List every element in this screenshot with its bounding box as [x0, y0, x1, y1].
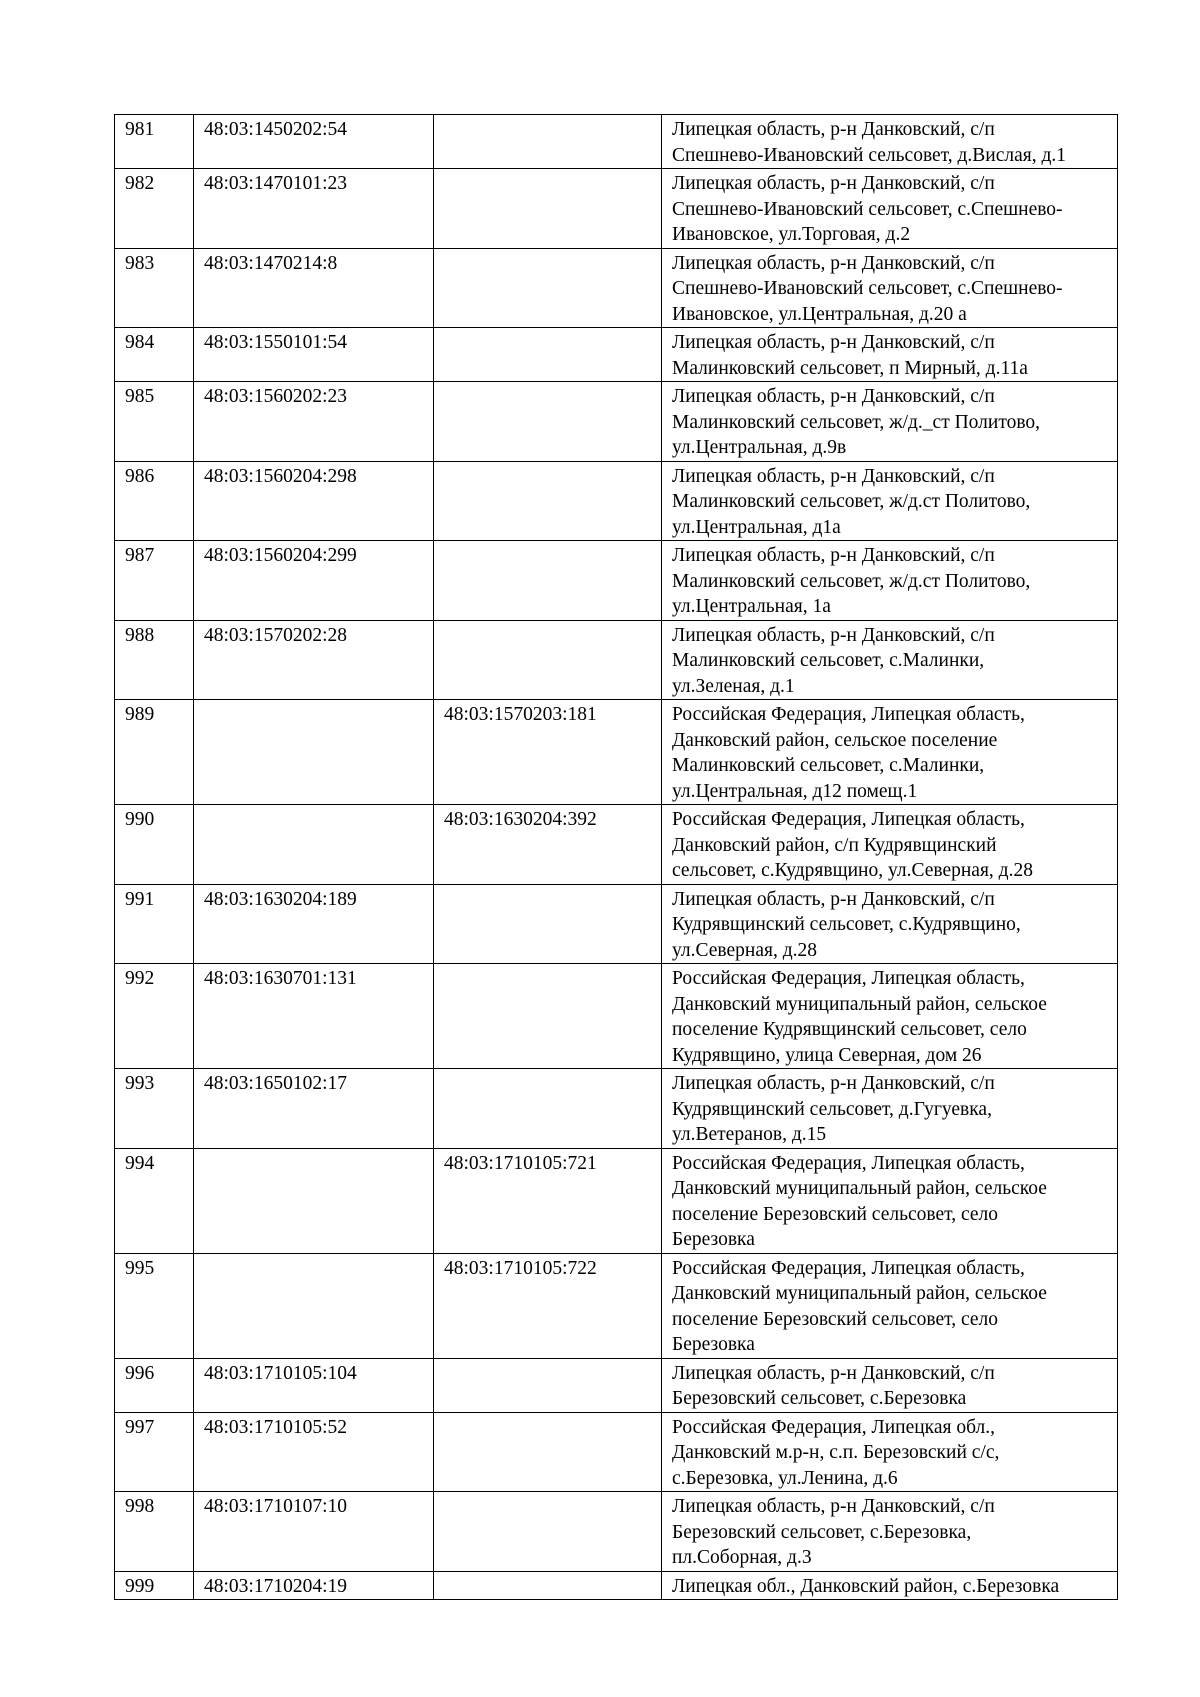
address-cell	[662, 1412, 1118, 1492]
address-line: Российская Федерация, Липецкая область,	[672, 809, 1025, 830]
object-cadastral-number-cell	[434, 620, 662, 700]
table-row	[115, 1069, 1118, 1149]
address-line: поселение Березовский сельсовет, село	[672, 1308, 998, 1330]
address-line: Данковский муниципальный район, сельское	[672, 1178, 1047, 1199]
object-cadastral-number-cell	[434, 541, 662, 621]
object-cadastral-number-cell	[434, 964, 662, 1069]
table-row	[115, 169, 1118, 249]
address-line: Березовка	[672, 1229, 755, 1250]
cadastral-number-cell	[194, 1253, 434, 1358]
address-line: ул.Зеленая, д.1	[672, 675, 795, 697]
address-line: Липецкая область, р-н Данковский, с/п	[672, 1496, 995, 1517]
address-cell	[662, 382, 1118, 462]
object-cadastral-number-cell	[434, 328, 662, 382]
cadastral-number-cell: 48:03:1470101:23	[194, 169, 434, 249]
table-row	[115, 700, 1118, 805]
address-line: Российская Федерация, Липецкая обл.,	[672, 1416, 996, 1438]
address-line: Малинковский сельсовет, ж/д.ст Политово,	[672, 570, 1031, 592]
address-cell	[662, 700, 1118, 805]
object-cadastral-number-cell	[434, 169, 662, 249]
cadastral-number-cell: 48:03:1710204:19	[194, 1571, 434, 1600]
address-line: Российская Федерация, Липецкая область,	[672, 1257, 1025, 1279]
object-cadastral-number-cell	[434, 115, 662, 169]
object-cadastral-number-cell	[434, 1412, 662, 1492]
table-row	[115, 461, 1118, 541]
address-line: поселение Кудрявщинский сельсовет, село	[672, 1019, 1027, 1040]
row-number-cell: 990	[115, 805, 194, 885]
address-line: Малинковский сельсовет, п Мирный, д.11а	[672, 357, 1028, 379]
address-line: Кудрявщино, улица Северная, дом 26	[672, 1044, 982, 1066]
row-number-cell: 999	[115, 1571, 194, 1600]
object-cadastral-number-cell: 48:03:1630204:392	[434, 805, 662, 885]
address-cell	[662, 964, 1118, 1069]
cadastral-number-cell: 48:03:1630204:189	[194, 884, 434, 964]
address-line: Данковский муниципальный район, сельское	[672, 993, 1047, 1015]
address-cell	[662, 1571, 1118, 1600]
address-line: Березовский сельсовет, с.Березовка,	[672, 1521, 972, 1543]
cadastral-number-cell: 48:03:1450202:54	[194, 115, 434, 169]
cadastral-number-cell: 48:03:1560202:23	[194, 382, 434, 462]
row-number-cell: 995	[115, 1253, 194, 1358]
address-line: ул.Северная, д.28	[672, 939, 818, 961]
row-number-cell: 981	[115, 115, 194, 169]
address-line: поселение Березовский сельсовет, село	[672, 1203, 998, 1225]
cadastral-number-cell: 48:03:1470214:8	[194, 248, 434, 328]
cadastral-number-cell	[194, 1148, 434, 1253]
row-number-cell: 987	[115, 541, 194, 621]
address-line: Спешнево-Ивановский сельсовет, д.Вислая, д.1	[672, 144, 1067, 166]
address-line: Березовский сельсовет, с.Березовка	[672, 1388, 967, 1409]
cadastral-number-cell: 48:03:1560204:299	[194, 541, 434, 621]
address-line: Липецкая обл., Данковский район, с.Березовка	[672, 1575, 1060, 1597]
address-line: Спешнево-Ивановский сельсовет, с.Спешнево-	[672, 278, 1063, 299]
address-line: Малинковский сельсовет, ж/д.ст Политово,	[672, 491, 1031, 512]
address-line: Российская Федерация, Липецкая область,	[672, 968, 1025, 989]
address-line: сельсовет, с.Кудрявщино, ул.Северная, д.28	[672, 860, 1033, 881]
address-line: Липецкая область, р-н Данковский, с/п	[672, 173, 995, 194]
address-line: Липецкая область, р-н Данковский, с/п	[672, 252, 995, 274]
address-line: ул.Центральная, д1а	[672, 516, 841, 538]
object-cadastral-number-cell	[434, 1571, 662, 1600]
address-cell	[662, 620, 1118, 700]
table-row	[115, 1412, 1118, 1492]
address-line: Российская Федерация, Липецкая область,	[672, 704, 1025, 725]
address-line: Липецкая область, р-н Данковский, с/п	[672, 545, 995, 566]
row-number-cell: 983	[115, 248, 194, 328]
row-number-cell: 994	[115, 1148, 194, 1253]
address-line: Малинковский сельсовет, с.Малинки,	[672, 755, 985, 776]
row-number-cell: 996	[115, 1358, 194, 1412]
row-number-cell: 991	[115, 884, 194, 964]
address-cell	[662, 248, 1118, 328]
object-cadastral-number-cell	[434, 1069, 662, 1149]
table-row	[115, 1358, 1118, 1412]
table-row	[115, 1492, 1118, 1572]
address-cell	[662, 115, 1118, 169]
address-line: ул.Центральная, д.9в	[672, 437, 847, 458]
table-row	[115, 964, 1118, 1069]
address-line: Липецкая область, р-н Данковский, с/п	[672, 119, 995, 140]
address-line: Данковский муниципальный район, сельское	[672, 1283, 1047, 1304]
address-line: Кудрявщинский сельсовет, д.Гугуевка,	[672, 1098, 992, 1120]
cadastral-number-cell: 48:03:1710105:52	[194, 1412, 434, 1492]
registry-table	[114, 114, 1118, 1600]
object-cadastral-number-cell: 48:03:1710105:721	[434, 1148, 662, 1253]
address-cell	[662, 805, 1118, 885]
address-line: Ивановское, ул.Центральная, д.20 а	[672, 303, 967, 325]
address-cell	[662, 1069, 1118, 1149]
address-line: Ивановское, ул.Торговая, д.2	[672, 224, 911, 245]
cadastral-number-cell: 48:03:1550101:54	[194, 328, 434, 382]
cadastral-number-cell	[194, 805, 434, 885]
object-cadastral-number-cell	[434, 1358, 662, 1412]
table-row	[115, 1253, 1118, 1358]
address-cell	[662, 1358, 1118, 1412]
table-row	[115, 1148, 1118, 1253]
address-cell	[662, 328, 1118, 382]
address-line: Березовка	[672, 1334, 755, 1355]
address-line: Липецкая область, р-н Данковский, с/п	[672, 1362, 995, 1384]
cadastral-number-cell: 48:03:1630701:131	[194, 964, 434, 1069]
table-row	[115, 884, 1118, 964]
object-cadastral-number-cell	[434, 382, 662, 462]
address-line: ул.Центральная, д12 помещ.1	[672, 780, 918, 802]
table-row	[115, 541, 1118, 621]
registry-table-body	[115, 115, 1118, 1600]
cadastral-number-cell: 48:03:1560204:298	[194, 461, 434, 541]
row-number-cell: 998	[115, 1492, 194, 1572]
table-row	[115, 1571, 1118, 1600]
cadastral-number-cell	[194, 700, 434, 805]
address-line: Липецкая область, р-н Данковский, с/п	[672, 386, 995, 407]
row-number-cell: 993	[115, 1069, 194, 1149]
object-cadastral-number-cell	[434, 884, 662, 964]
table-row	[115, 805, 1118, 885]
address-line: Кудрявщинский сельсовет, с.Кудрявщино,	[672, 914, 1021, 935]
object-cadastral-number-cell	[434, 461, 662, 541]
cadastral-number-cell: 48:03:1710107:10	[194, 1492, 434, 1572]
address-line: Спешнево-Ивановский сельсовет, с.Спешнево-	[672, 198, 1063, 220]
address-cell	[662, 1492, 1118, 1572]
table-row	[115, 115, 1118, 169]
address-cell	[662, 461, 1118, 541]
address-line: пл.Соборная, д.3	[672, 1547, 812, 1568]
row-number-cell: 985	[115, 382, 194, 462]
address-cell	[662, 169, 1118, 249]
address-line: Липецкая область, р-н Данковский, с/п	[672, 465, 995, 487]
object-cadastral-number-cell: 48:03:1570203:181	[434, 700, 662, 805]
cadastral-number-cell: 48:03:1570202:28	[194, 620, 434, 700]
address-cell	[662, 1253, 1118, 1358]
address-line: Данковский м.р-н, с.п. Березовский с/с,	[672, 1442, 1000, 1463]
row-number-cell: 992	[115, 964, 194, 1069]
cadastral-number-cell: 48:03:1710105:104	[194, 1358, 434, 1412]
row-number-cell: 984	[115, 328, 194, 382]
object-cadastral-number-cell: 48:03:1710105:722	[434, 1253, 662, 1358]
address-line: ул.Центральная, 1а	[672, 596, 831, 617]
table-row	[115, 248, 1118, 328]
address-line: Российская Федерация, Липецкая область,	[672, 1152, 1025, 1174]
table-row	[115, 382, 1118, 462]
address-line: Данковский район, с/п Кудрявщинский	[672, 834, 997, 856]
address-line: Липецкая область, р-н Данковский, с/п	[672, 888, 995, 910]
row-number-cell: 988	[115, 620, 194, 700]
cadastral-number-cell: 48:03:1650102:17	[194, 1069, 434, 1149]
row-number-cell: 982	[115, 169, 194, 249]
row-number-cell: 997	[115, 1412, 194, 1492]
address-line: Липецкая область, р-н Данковский, с/п	[672, 1073, 995, 1094]
address-cell	[662, 541, 1118, 621]
address-cell	[662, 1148, 1118, 1253]
address-line: Малинковский сельсовет, ж/д._ст Политово,	[672, 411, 1041, 433]
address-line: Липецкая область, р-н Данковский, с/п	[672, 332, 995, 353]
address-line: Липецкая область, р-н Данковский, с/п	[672, 624, 995, 646]
table-row	[115, 328, 1118, 382]
row-number-cell: 986	[115, 461, 194, 541]
address-line: с.Березовка, ул.Ленина, д.6	[672, 1467, 898, 1489]
address-line: Малинковский сельсовет, с.Малинки,	[672, 650, 985, 671]
object-cadastral-number-cell	[434, 1492, 662, 1572]
table-row	[115, 620, 1118, 700]
row-number-cell: 989	[115, 700, 194, 805]
address-line: ул.Ветеранов, д.15	[672, 1124, 827, 1145]
object-cadastral-number-cell	[434, 248, 662, 328]
address-line: Данковский район, сельское поселение	[672, 729, 998, 751]
address-cell	[662, 884, 1118, 964]
